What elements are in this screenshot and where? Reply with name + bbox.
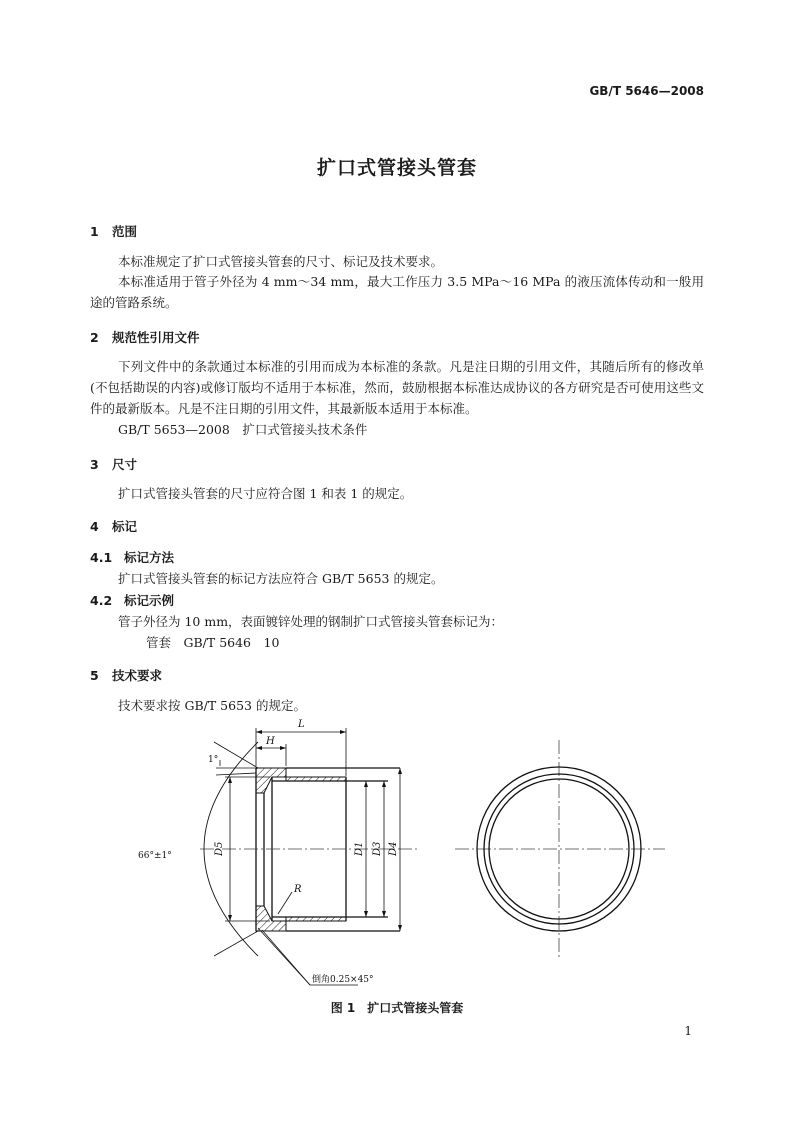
page-number: 1: [684, 1024, 692, 1038]
section-title: 尺寸: [112, 457, 138, 472]
section-number: 4.1: [90, 550, 113, 565]
paragraph: 扩口式管接头管套的标记方法应符合 GB/T 5653 的规定。: [118, 571, 444, 586]
label-D5: D5: [214, 841, 225, 856]
section-title: 技术要求: [112, 668, 163, 683]
section-number: 3: [90, 457, 99, 472]
document-title: 扩口式管接头管套: [316, 157, 477, 179]
figure-caption: 图 1 扩口式管接头管套: [330, 1001, 464, 1015]
radius-leader: [278, 892, 292, 914]
label-D1: D1: [354, 841, 365, 856]
label-L: L: [298, 719, 305, 730]
normative-reference: GB/T 5653—2008 扩口式管接头技术条件: [118, 422, 368, 437]
section-title: 范围: [112, 224, 138, 239]
section-number: 4: [90, 519, 99, 534]
paragraph: 本标准适用于管子外径为 4 mm～34 mm，最大工作压力 3.5 MPa～16 MPa 的液压流体传动和一般用途的管路系统。: [90, 274, 704, 310]
section-title: 标记方法: [124, 550, 175, 565]
standard-number: GB/T 5646—2008: [589, 84, 704, 98]
section-number: 5: [90, 668, 99, 683]
label-H: H: [266, 736, 275, 747]
section-title: 标记: [112, 519, 138, 534]
section-number: 4.2: [90, 593, 113, 608]
marking-example: 管套 GB/T 5646 10: [146, 635, 280, 650]
paragraph: 技术要求按 GB/T 5653 的规定。: [118, 698, 306, 713]
label-chamfer: 倒角0.25×45°: [312, 975, 374, 985]
dimension-1-degree: [216, 760, 256, 775]
paragraph: 管子外径为 10 mm，表面镀锌处理的钢制扩口式管接头管套标记为：: [118, 614, 504, 629]
section-number: 1: [90, 224, 99, 239]
paragraph: 本标准规定了扩口式管接头管套的尺寸、标记及技术要求。: [118, 254, 444, 269]
section-title: 标记示例: [124, 593, 175, 608]
label-angle: 66°±1°: [138, 851, 172, 861]
section-number: 2: [90, 330, 99, 345]
label-D3: D3: [372, 841, 383, 856]
paragraph: 下列文件中的条款通过本标准的引用而成为本标准的条款。凡是注日期的引用文件，其随后所有的修改单(不包括勘误的内容)或修订版均不适用于本标准，然而，鼓励根据本标准达成协议的各方研究是否可使用这些文件的最新版本。凡是不注日期的引用文件，其最新版本适用于本标准。: [90, 359, 704, 416]
label-R: R: [294, 884, 302, 895]
chamfer-leader: [262, 930, 310, 985]
label-D4: D4: [388, 841, 399, 856]
section-hatch-bottom: [256, 906, 346, 931]
paragraph: 扩口式管接头管套的尺寸应符合图 1 和表 1 的规定。: [118, 486, 413, 501]
section-title: 规范性引用文件: [112, 330, 200, 345]
label-1-degree: 1°: [208, 755, 219, 765]
